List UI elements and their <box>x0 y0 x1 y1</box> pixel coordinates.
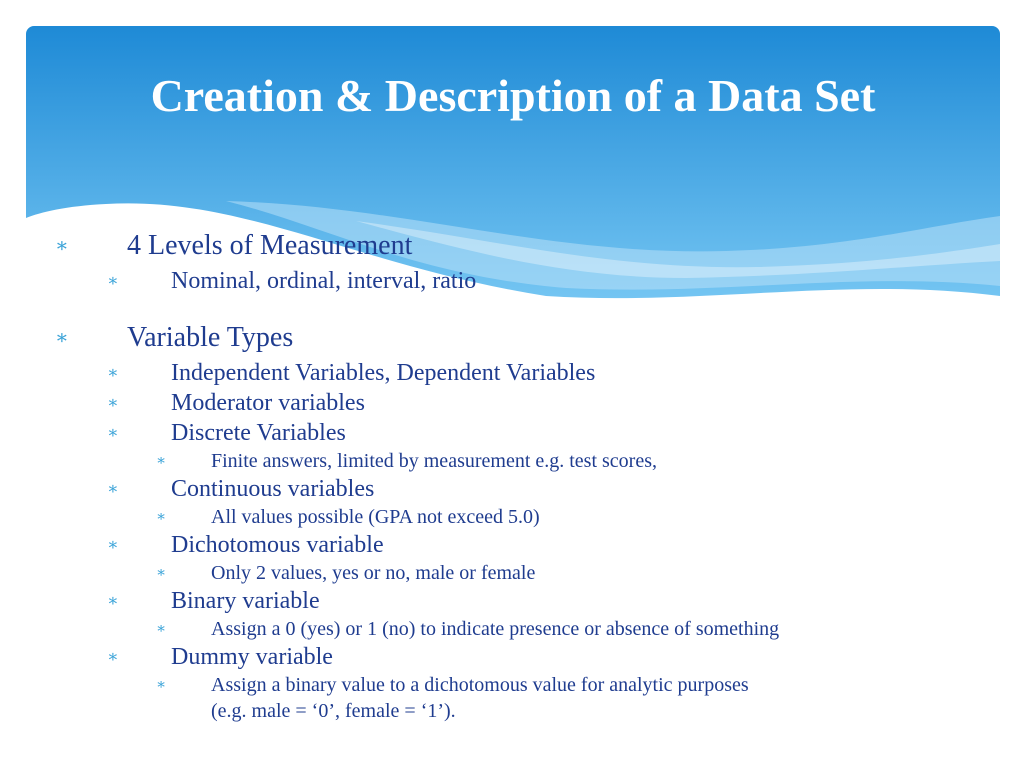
list-item <box>0 530 1024 560</box>
item-text: Binary variable <box>171 588 320 614</box>
bullet-list <box>0 226 1024 724</box>
section-heading: Variable Types <box>127 322 294 353</box>
bullet-icon: ∗ <box>156 453 167 469</box>
item-text: Nominal, ordinal, interval, ratio <box>171 268 477 294</box>
bullet-icon: ∗ <box>156 621 167 637</box>
list-subitem <box>0 616 1024 642</box>
bullet-icon: ∗ <box>107 647 119 666</box>
list-subitem <box>0 448 1024 474</box>
subitem-text: (e.g. male = ‘0’, female = ‘1’). <box>211 700 456 722</box>
subitem-text: Finite answers, limited by measurement e.g. test scores, <box>211 450 658 472</box>
item-text: Independent Variables, Dependent Variables <box>171 360 596 386</box>
bullet-icon: ∗ <box>55 327 69 349</box>
subitem-text: All values possible (GPA not exceed 5.0) <box>211 506 540 528</box>
bullet-icon: ∗ <box>107 363 119 382</box>
list-item <box>0 358 1024 388</box>
list-subitem <box>0 504 1024 530</box>
item-text: Discrete Variables <box>171 420 346 446</box>
bullet-icon: ∗ <box>156 509 167 525</box>
bullet-icon: ∗ <box>107 271 119 290</box>
bullet-icon: ∗ <box>107 423 119 442</box>
subitem-text: Only 2 values, yes or no, male or female <box>211 562 536 584</box>
list-item <box>0 418 1024 448</box>
bullet-icon: ∗ <box>156 565 167 581</box>
slide-title: Creation & Description of a Data Set <box>150 70 876 121</box>
bullet-icon: ∗ <box>107 591 119 610</box>
list-subitem-continuation <box>0 698 1024 724</box>
item-text: Continuous variables <box>171 476 375 502</box>
list-item <box>0 642 1024 672</box>
subitem-text: Assign a binary value to a dichotomous value for analytic purposes <box>211 674 749 696</box>
bullet-icon: ∗ <box>107 535 119 554</box>
list-item <box>0 226 1024 266</box>
list-item <box>0 266 1024 296</box>
item-text: Dummy variable <box>171 644 333 670</box>
item-text: Dichotomous variable <box>171 532 384 558</box>
bullet-icon: ∗ <box>55 235 69 257</box>
bullet-icon: ∗ <box>107 393 119 412</box>
item-text: Moderator variables <box>171 390 365 416</box>
bullet-icon: ∗ <box>156 677 167 693</box>
bullet-icon: ∗ <box>107 479 119 498</box>
subitem-text: Assign a 0 (yes) or 1 (no) to indicate presence or absence of something <box>211 618 780 640</box>
list-item <box>0 474 1024 504</box>
spacer <box>0 296 1024 318</box>
list-subitem <box>0 672 1024 698</box>
section-heading: 4 Levels of Measurement <box>127 230 413 261</box>
list-item <box>0 586 1024 616</box>
list-item <box>0 388 1024 418</box>
list-subitem <box>0 560 1024 586</box>
list-item <box>0 318 1024 358</box>
